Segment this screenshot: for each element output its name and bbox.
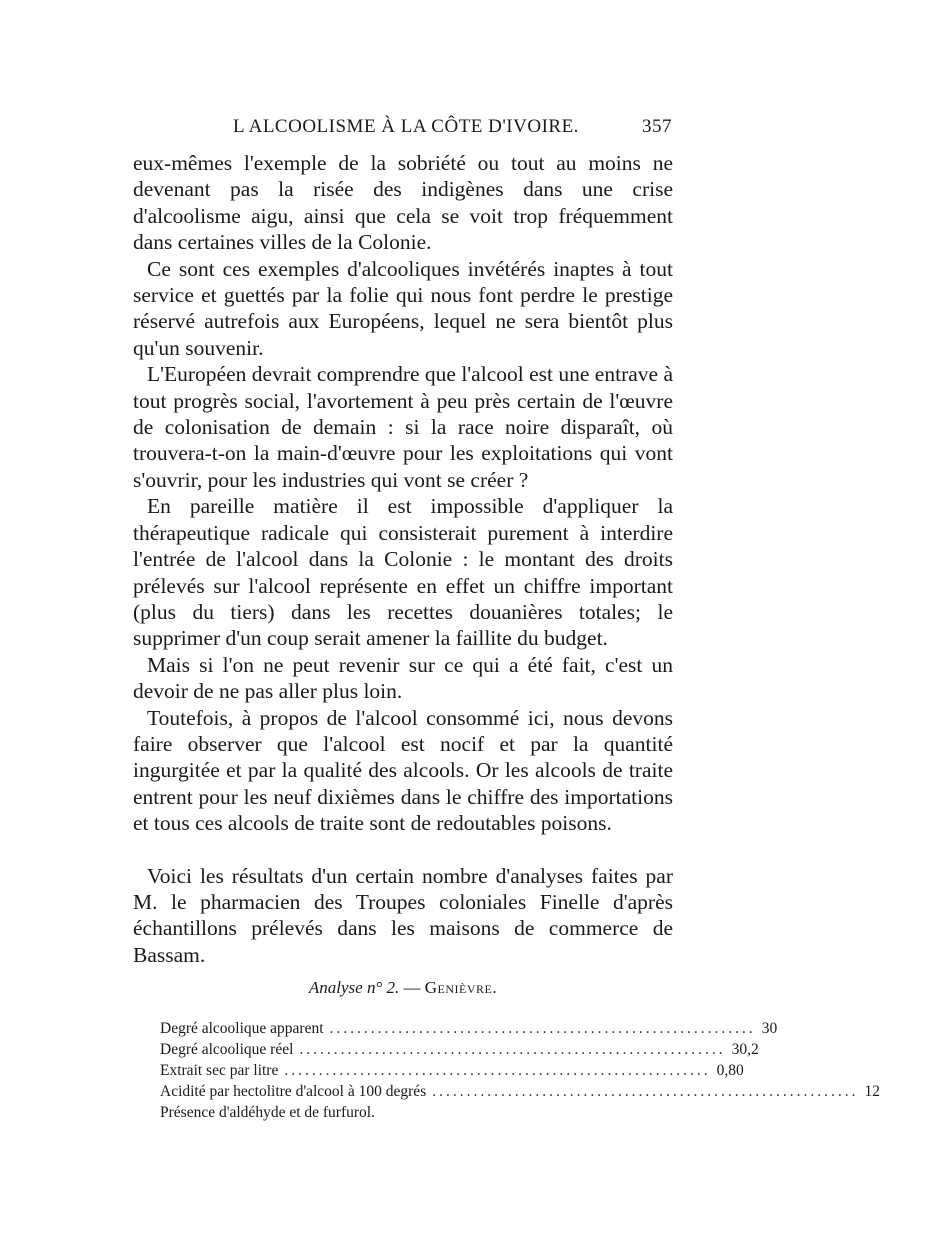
dot-leader: .............................................................. xyxy=(432,1083,859,1100)
analysis-number: Analyse n° 2. xyxy=(308,978,400,997)
analysis-row xyxy=(160,1039,759,1060)
analysis-name: Genièvre. xyxy=(424,978,498,997)
paragraph: Voici les résultats d'un certain nombre d'analyses faites par M. le pharmacien des Troupes coloniales Finelle d'après échantillons prélevés dans les maisons de commerce de Bassam. xyxy=(133,863,673,967)
analysis-value: 12 xyxy=(864,1083,880,1100)
analysis-heading xyxy=(133,978,673,998)
running-title: L ALCOOLISME À LA CÔTE D'IVOIRE. xyxy=(233,116,579,137)
dot-leader: .............................................................. xyxy=(284,1062,711,1079)
analysis-row xyxy=(160,1060,744,1081)
analysis-label: Degré alcoolique réel xyxy=(160,1041,294,1058)
analysis-value: 30 xyxy=(761,1020,778,1037)
analysis-row xyxy=(160,1081,880,1102)
paragraph: En pareille matière il est impossible d'appliquer la thérapeutique radicale qui consisterait purement à interdire l'entrée de l'alcool dans la Colonie : le montant des droits prélevés sur l'alcool représente en effet un chiffre important (plus du tiers) dans les recettes douanières totales; le supprimer d'un coup serait amener la faillite du budget. xyxy=(133,494,673,651)
heading-dash: — xyxy=(403,978,421,997)
analysis-label: Présence d'aldéhyde et de furfurol. xyxy=(160,1104,375,1121)
body-text xyxy=(133,150,673,968)
paragraph: L'Européen devrait comprendre que l'alcool est une entrave à tout progrès social, l'avortement à peu près certain de l'œuvre de colonisation de demain : si la race noire disparaît, où trouvera-t-on la main-d'œuvre pour les exploitations qui vont s'ouvrir, pour les industries qui vont se créer ? xyxy=(133,362,673,492)
paragraph: Mais si l'on ne peut revenir sur ce qui a été fait, c'est un devoir de ne pas aller plus loin. xyxy=(133,652,673,704)
dot-leader: .............................................................. xyxy=(299,1041,726,1058)
analysis-label: Extrait sec par litre xyxy=(160,1062,279,1079)
paragraph: Toutefois, à propos de l'alcool consommé ici, nous devons faire observer que l'alcool est nocif et par la quantité ingurgitée et par la qualité des alcools. Or les alcools de traite entrent pour les neuf dixièmes dans le chiffre des importations et tous ces alcools de traite sont de redoutables poisons. xyxy=(133,705,673,836)
paragraph: Ce sont ces exemples d'alcooliques invétérés inaptes à tout service et guettés par la folie qui nous font perdre le prestige réservé autrefois aux Européens, lequel ne sera bientôt plus qu'un souvenir. xyxy=(133,256,673,360)
analysis-value: 30,2 xyxy=(731,1041,759,1058)
page-number: 357 xyxy=(642,116,672,137)
analysis-label: Degré alcoolique apparent xyxy=(160,1020,324,1037)
analysis-value: 0,80 xyxy=(716,1062,744,1079)
dot-leader: .............................................................. xyxy=(329,1020,756,1037)
paragraph: eux-mêmes l'exemple de la sobriété ou tout au moins ne devenant pas la risée des indigènes dans une crise d'alcoolisme aigu, ainsi que cela se voit trop fréquemment dans certaines villes de la Colonie. xyxy=(133,151,673,255)
running-header xyxy=(133,116,672,138)
analysis-label: Acidité par hectolitre d'alcool à 100 degrés xyxy=(160,1083,427,1100)
analysis-table xyxy=(160,1018,880,1123)
analysis-row xyxy=(160,1102,660,1123)
analysis-row xyxy=(160,1018,778,1039)
